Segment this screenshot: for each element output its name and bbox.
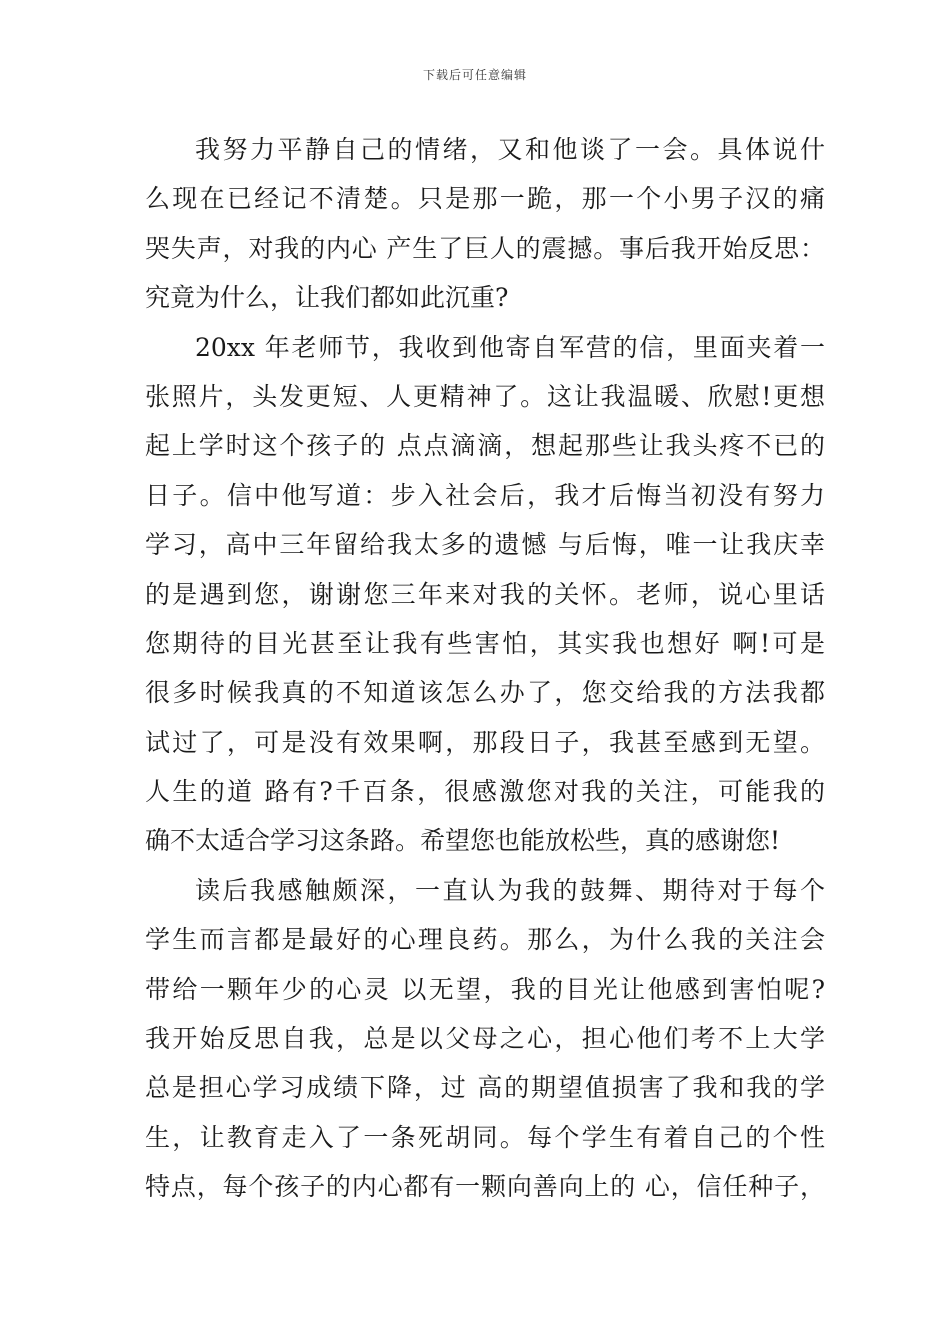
body-text [145,125,825,1212]
text-line: 究竟为什么，让我们都如此沉重? [145,283,509,313]
text-line: 的是遇到您，谢谢您三年来对我的关怀。老师，说心里话 [145,579,825,609]
text-line: 人生的道 路有?千百条，很感激您对我的关注，可能我的 [145,777,825,807]
text-line: 特点，每个孩子的内心都有一颗向善向上的 心，信任种子， [145,1172,825,1202]
text-line: 哭失声，对我的内心 产生了巨人的震撼。事后我开始反思： [145,233,825,263]
text-line: 很多时候我真的不知道该怎么办了，您交给我的方法我都 [145,678,825,708]
text-line: 学生而言都是最好的心理良药。那么，为什么我的关注会 [145,925,825,955]
text-line: 读后我感触颇深，一直认为我的鼓舞、期待对于每个 [195,875,825,905]
text-line: 张照片，头发更短、人更精神了。这让我温暖、欣慰!更想 [145,381,825,411]
text-line: 试过了，可是没有效果啊，那段日子，我甚至感到无望。 [145,727,825,757]
text-line: 20xx 年老师节，我收到他寄自军营的信，里面夹着一 [195,332,825,362]
text-line: 我努力平静自己的情绪，又和他谈了一会。具体说什 [195,135,825,164]
text-line: 确不太适合学习这条路。希望您也能放松些，真的感谢您! [145,826,781,856]
text-line: 我开始反思自我，总是以父母之心，担心他们考不上大学 [145,1024,825,1054]
text-line: 起上学时这个孩子的 点点滴滴，想起那些让我头疼不已的 [145,431,825,461]
text-line: 日子。信中他写道：步入社会后，我才后悔当初没有努力 [145,480,825,510]
text-line: 生，让教育走入了一条死胡同。每个学生有着自己的个性 [145,1122,825,1152]
text-line: 么现在已经记不清楚。只是那一跪，那一个小男子汉的痛 [145,184,825,214]
header-note: 下载后可任意编辑 [422,68,527,82]
text-line: 带给一颗年少的心灵 以无望，我的目光让他感到害怕呢? [145,974,825,1004]
text-line: 您期待的目光甚至让我有些害怕，其实我也想好 啊!可是 [145,628,825,658]
text-line: 总是担心学习成绩下降，过 高的期望值损害了我和我的学 [145,1073,825,1103]
text-line: 学习，高中三年留给我太多的遗憾 与后悔，唯一让我庆幸 [145,530,825,560]
